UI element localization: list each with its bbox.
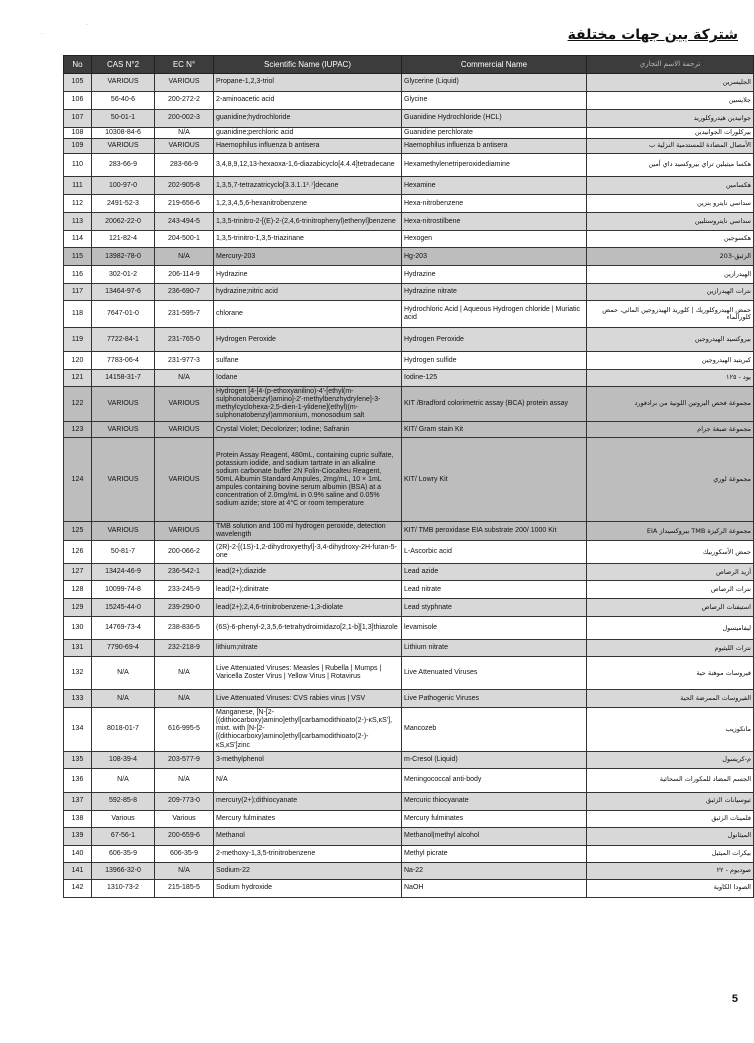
cell-cas: VARIOUS bbox=[92, 74, 155, 92]
cell-cas: 1310-73-2 bbox=[92, 879, 155, 897]
cell-sci: guanidine;perchloric acid bbox=[214, 128, 402, 139]
cell-ar: فيروسات موهنة حية bbox=[587, 657, 754, 690]
cell-sci: Sodium-22 bbox=[214, 862, 402, 879]
cell-no: 129 bbox=[64, 599, 92, 617]
table-row bbox=[64, 284, 754, 301]
header-scientific-name: Scientific Name (IUPAC) bbox=[214, 56, 402, 74]
cell-ec: N/A bbox=[155, 690, 214, 708]
cell-sci: Hydrogen [4-[4-(p-ethoxyanilino)-4'-[ethyl(m-sulphonatobenzyl)amino]-2'-methylbenzhydrylene]-3-methylcyclohexa-2,5-dien-1-ylidene](ethyl)(m-sulphonatobenzyl)ammonium, monosodium salt bbox=[214, 387, 402, 422]
cell-no: 105 bbox=[64, 74, 92, 92]
cell-ec: 202-905-8 bbox=[155, 177, 214, 195]
cell-no: 111 bbox=[64, 177, 92, 195]
cell-ar: الصودا الكاوية bbox=[587, 879, 754, 897]
cell-no: 108 bbox=[64, 128, 92, 139]
table-body bbox=[64, 74, 754, 898]
cell-ar: هكسوجين bbox=[587, 231, 754, 248]
cell-com: Lead styphnate bbox=[402, 599, 587, 617]
cell-com: Hexamine bbox=[402, 177, 587, 195]
cell-ec: 616-995-5 bbox=[155, 708, 214, 751]
cell-sci: guanidine;hydrochloride bbox=[214, 110, 402, 128]
cell-com: Methanol|methyl alcohol bbox=[402, 827, 587, 845]
table-row bbox=[64, 564, 754, 581]
cell-ec: VARIOUS bbox=[155, 438, 214, 522]
cell-ec: N/A bbox=[155, 657, 214, 690]
cell-cas: 7647-01-0 bbox=[92, 301, 155, 328]
cell-com: Hydrazine bbox=[402, 266, 587, 284]
cell-cas: N/A bbox=[92, 690, 155, 708]
cell-sci: Methanol bbox=[214, 827, 402, 845]
cell-no: 141 bbox=[64, 862, 92, 879]
cell-cas: 13424-46-9 bbox=[92, 564, 155, 581]
cell-no: 116 bbox=[64, 266, 92, 284]
cell-no: 132 bbox=[64, 657, 92, 690]
cell-cas: 50-81-7 bbox=[92, 541, 155, 564]
table-row bbox=[64, 387, 754, 422]
cell-cas: 7783-06-4 bbox=[92, 352, 155, 370]
cell-sci: Crystal Violet; Decolorizer; Iodine; Safranin bbox=[214, 422, 402, 438]
cell-cas: 302-01-2 bbox=[92, 266, 155, 284]
cell-ec: 231-765-0 bbox=[155, 328, 214, 352]
cell-com: Guanidine Hydrochloride (HCL) bbox=[402, 110, 587, 128]
cell-ec: 606-35-9 bbox=[155, 845, 214, 862]
cell-no: 131 bbox=[64, 640, 92, 657]
scan-speck: · bbox=[86, 22, 88, 28]
table-row bbox=[64, 879, 754, 897]
cell-ec: 232-218-9 bbox=[155, 640, 214, 657]
cell-ec: 203-577-9 bbox=[155, 751, 214, 768]
page-title: شتركة بين جهات مختلفة bbox=[567, 27, 738, 43]
cell-ar: جوانيدين هيدروكلوريد bbox=[587, 110, 754, 128]
cell-sci: Hydrazine bbox=[214, 266, 402, 284]
table-row bbox=[64, 92, 754, 110]
cell-com: Mercury fulminates bbox=[402, 810, 587, 827]
cell-cas: VARIOUS bbox=[92, 387, 155, 422]
cell-ec: N/A bbox=[155, 370, 214, 387]
cell-com: Mancozeb bbox=[402, 708, 587, 751]
cell-com: Glycerine (Liquid) bbox=[402, 74, 587, 92]
cell-ar: ثيوسيانات الزئبق bbox=[587, 792, 754, 810]
header-ec: EC N° bbox=[155, 56, 214, 74]
cell-cas: 100-97-0 bbox=[92, 177, 155, 195]
cell-sci: hydrazine;nitric acid bbox=[214, 284, 402, 301]
cell-sci: 1,3,5-trinitro-2-[(E)-2-(2,4,6-trinitrophenyl)ethenyl]benzene bbox=[214, 213, 402, 231]
cell-com: Lead nitrate bbox=[402, 581, 587, 599]
cell-sci: Manganese, [N-[2-[(dithiocarboxy)amino]ethyl]carbamodithioato(2-)-κS,κS'], mixt. with [N-[2-[(dithiocarboxy)amino]ethyl]carbamodithioato(2-)-κS,κS']zinc bbox=[214, 708, 402, 751]
cell-cas: 56-40-6 bbox=[92, 92, 155, 110]
cell-ar: الجسم المضاد للمكورات السحائية bbox=[587, 768, 754, 792]
cell-no: 124 bbox=[64, 438, 92, 522]
cell-sci: Protein Assay Reagent, 480mL, containing cupric sulfate, potassium iodide, and sodium tartrate in an alkaline sodium carbonate buffer 2N Folin-Ciocalteu Reagent, 50mL Albumin Standard Ampules, 2mg/mL, 10 × 1mL ampules containing bovine serum albumin (BSA) at a concentration of 2.0mg/mL in 0.9% saline and 0.05% sodium azide; store at 4°C or room temperature bbox=[214, 438, 402, 522]
cell-cas: 50-01-1 bbox=[92, 110, 155, 128]
table-row bbox=[64, 177, 754, 195]
cell-ar: ليفاميسول bbox=[587, 617, 754, 640]
cell-cas: 14158-31-7 bbox=[92, 370, 155, 387]
cell-ar: حمض الهيدروكلوريك | كلوريد الهيدروجين المائي، حمض كلورالماء bbox=[587, 301, 754, 328]
cell-cas: 7722-84-1 bbox=[92, 328, 155, 352]
scan-speck: · bbox=[41, 31, 43, 37]
cell-sci: Hydrogen Peroxide bbox=[214, 328, 402, 352]
table-row bbox=[64, 195, 754, 213]
cell-no: 110 bbox=[64, 154, 92, 177]
cell-ec: 219-656-6 bbox=[155, 195, 214, 213]
cell-ar: نترات الليثيوم bbox=[587, 640, 754, 657]
cell-ec: Various bbox=[155, 810, 214, 827]
cell-com: Iodine-125 bbox=[402, 370, 587, 387]
header-no: No bbox=[64, 56, 92, 74]
cell-no: 128 bbox=[64, 581, 92, 599]
cell-sci: mercury(2+);dithiocyanate bbox=[214, 792, 402, 810]
cell-com: Guanidine perchlorate bbox=[402, 128, 587, 139]
table-row bbox=[64, 657, 754, 690]
cell-sci: 2-methoxy-1,3,5-trinitrobenzene bbox=[214, 845, 402, 862]
cell-com: levamisole bbox=[402, 617, 587, 640]
header-commercial-name: Commercial Name bbox=[402, 56, 587, 74]
cell-no: 112 bbox=[64, 195, 92, 213]
cell-no: 107 bbox=[64, 110, 92, 128]
cell-ec: 243-494-5 bbox=[155, 213, 214, 231]
cell-no: 121 bbox=[64, 370, 92, 387]
cell-ar: كبريتيد الهيدروجين bbox=[587, 352, 754, 370]
table-row bbox=[64, 690, 754, 708]
cell-ec: N/A bbox=[155, 128, 214, 139]
cell-sci: Sodium hydroxide bbox=[214, 879, 402, 897]
cell-no: 114 bbox=[64, 231, 92, 248]
cell-ar: الميثانول bbox=[587, 827, 754, 845]
table-row bbox=[64, 708, 754, 751]
cell-cas: 14769-73-4 bbox=[92, 617, 155, 640]
cell-no: 119 bbox=[64, 328, 92, 352]
cell-com: Hexogen bbox=[402, 231, 587, 248]
cell-com: L-Ascorbic acid bbox=[402, 541, 587, 564]
table-row bbox=[64, 522, 754, 541]
cell-cas: 108-39-4 bbox=[92, 751, 155, 768]
cell-ar: سداسي نايترو بنزين bbox=[587, 195, 754, 213]
cell-ar: مانكوزيب bbox=[587, 708, 754, 751]
cell-cas: 592-85-8 bbox=[92, 792, 155, 810]
cell-ar: نترات الرصاص bbox=[587, 581, 754, 599]
cell-no: 120 bbox=[64, 352, 92, 370]
cell-no: 135 bbox=[64, 751, 92, 768]
cell-cas: 10099-74-8 bbox=[92, 581, 155, 599]
cell-no: 113 bbox=[64, 213, 92, 231]
cell-com: Hg-203 bbox=[402, 248, 587, 266]
cell-sci: (2R)-2-[(1S)-1,2-dihydroxyethyl]-3,4-dihydroxy-2H-furan-5-one bbox=[214, 541, 402, 564]
cell-no: 142 bbox=[64, 879, 92, 897]
cell-ec: 200-659-6 bbox=[155, 827, 214, 845]
table-row bbox=[64, 768, 754, 792]
cell-no: 136 bbox=[64, 768, 92, 792]
cell-ec: 200-272-2 bbox=[155, 92, 214, 110]
cell-ec: VARIOUS bbox=[155, 74, 214, 92]
cell-com: KIT/ TMB peroxidase EIA substrate 200/ 1000 Kit bbox=[402, 522, 587, 541]
cell-no: 125 bbox=[64, 522, 92, 541]
cell-cas: 13982-78-0 bbox=[92, 248, 155, 266]
header-arabic-translation: ترجمة الاسم التجاري bbox=[587, 56, 754, 74]
cell-com: Meningococcal anti-body bbox=[402, 768, 587, 792]
cell-ar: الجليسرين bbox=[587, 74, 754, 92]
cell-ar: سداسي نايتروستلبين bbox=[587, 213, 754, 231]
cell-no: 140 bbox=[64, 845, 92, 862]
cell-ar: مجموعة فحص البروتين اللونية من برادفورد bbox=[587, 387, 754, 422]
table-row bbox=[64, 640, 754, 657]
cell-com: Hexa-nitrostilbene bbox=[402, 213, 587, 231]
cell-sci: Mercury-203 bbox=[214, 248, 402, 266]
cell-ec: VARIOUS bbox=[155, 522, 214, 541]
cell-ar: فلمينات الزئبق bbox=[587, 810, 754, 827]
table-row bbox=[64, 266, 754, 284]
cell-com: Na-22 bbox=[402, 862, 587, 879]
cell-com: KIT /Bradford colorimetric assay (BCA) protein assay bbox=[402, 387, 587, 422]
cell-no: 133 bbox=[64, 690, 92, 708]
cell-sci: Propane-1,2,3-triol bbox=[214, 74, 402, 92]
cell-no: 118 bbox=[64, 301, 92, 328]
cell-ar: نترات الهيدرازين bbox=[587, 284, 754, 301]
cell-sci: 3-methylphenol bbox=[214, 751, 402, 768]
cell-ec: VARIOUS bbox=[155, 139, 214, 154]
cell-cas: 7790-69-4 bbox=[92, 640, 155, 657]
cell-cas: 67-56-1 bbox=[92, 827, 155, 845]
table-row bbox=[64, 231, 754, 248]
cell-com: Hydrochloric Acid | Aqueous Hydrogen chloride | Muriatic acid bbox=[402, 301, 587, 328]
cell-ar: بيكرات الميثيل bbox=[587, 845, 754, 862]
cell-no: 106 bbox=[64, 92, 92, 110]
cell-cas: 283-66-9 bbox=[92, 154, 155, 177]
cell-com: Haemophilus influenza b antisera bbox=[402, 139, 587, 154]
cell-sci: sulfane bbox=[214, 352, 402, 370]
cell-ar: الهيدرازين bbox=[587, 266, 754, 284]
cell-cas: Various bbox=[92, 810, 155, 827]
cell-sci: TMB solution and 100 ml hydrogen peroxide, detection wavelength bbox=[214, 522, 402, 541]
cell-sci: lithium;nitrate bbox=[214, 640, 402, 657]
table-row bbox=[64, 139, 754, 154]
cell-ar: م-كريسول bbox=[587, 751, 754, 768]
cell-ar: مجموعة لوري bbox=[587, 438, 754, 522]
cell-ar: جلايسين bbox=[587, 92, 754, 110]
table-row bbox=[64, 370, 754, 387]
cell-com: m-Cresol (Liquid) bbox=[402, 751, 587, 768]
cell-ec: 200-066-2 bbox=[155, 541, 214, 564]
table-row bbox=[64, 213, 754, 231]
header-cas: CAS N°2 bbox=[92, 56, 155, 74]
cell-sci: lead(2+);dinitrate bbox=[214, 581, 402, 599]
cell-ec: N/A bbox=[155, 862, 214, 879]
cell-com: Methyl picrate bbox=[402, 845, 587, 862]
cell-ar: أزيد الرصاص bbox=[587, 564, 754, 581]
cell-ar: صوديوم - ٢٢ bbox=[587, 862, 754, 879]
cell-sci: Live Attenuated Viruses: Measles | Rubella | Mumps | Varicella Zoster Virus | Yellow Virus | Rotavirus bbox=[214, 657, 402, 690]
cell-cas: 606-35-9 bbox=[92, 845, 155, 862]
cell-com: Live Attenuated Viruses bbox=[402, 657, 587, 690]
chemicals-table bbox=[63, 55, 754, 898]
cell-ec: 236-690-7 bbox=[155, 284, 214, 301]
cell-com: Hydrazine nitrate bbox=[402, 284, 587, 301]
table-row bbox=[64, 422, 754, 438]
cell-sci: 1,2,3,4,5,6-hexanitrobenzene bbox=[214, 195, 402, 213]
cell-ar: هكسامين bbox=[587, 177, 754, 195]
table-row bbox=[64, 810, 754, 827]
cell-cas: VARIOUS bbox=[92, 522, 155, 541]
cell-no: 117 bbox=[64, 284, 92, 301]
cell-cas: 15245-44-0 bbox=[92, 599, 155, 617]
cell-cas: VARIOUS bbox=[92, 422, 155, 438]
cell-ar: الأمصال المضادة للمستدمية النزلية ب bbox=[587, 139, 754, 154]
cell-ar: حمض الأسكوربيك bbox=[587, 541, 754, 564]
cell-no: 109 bbox=[64, 139, 92, 154]
cell-sci: lead(2+);2,4,6-trinitrobenzene-1,3-diolate bbox=[214, 599, 402, 617]
cell-ar: بيركلورات الجوانيدين bbox=[587, 128, 754, 139]
cell-sci: lead(2+);diazide bbox=[214, 564, 402, 581]
cell-no: 134 bbox=[64, 708, 92, 751]
cell-ec: 204-500-1 bbox=[155, 231, 214, 248]
cell-cas: VARIOUS bbox=[92, 139, 155, 154]
cell-no: 123 bbox=[64, 422, 92, 438]
cell-com: Hydrogen sulfide bbox=[402, 352, 587, 370]
table-row bbox=[64, 827, 754, 845]
table-row bbox=[64, 128, 754, 139]
cell-no: 139 bbox=[64, 827, 92, 845]
cell-ar: مجموعة الركيزة TMB بيروكسيداز EIA bbox=[587, 522, 754, 541]
cell-ec: 209-773-0 bbox=[155, 792, 214, 810]
table-row bbox=[64, 110, 754, 128]
cell-no: 138 bbox=[64, 810, 92, 827]
table-row bbox=[64, 328, 754, 352]
table-row bbox=[64, 352, 754, 370]
cell-sci: 2-aminoacetic acid bbox=[214, 92, 402, 110]
cell-sci: Iodane bbox=[214, 370, 402, 387]
table-row bbox=[64, 541, 754, 564]
cell-com: Hydrogen Peroxide bbox=[402, 328, 587, 352]
cell-ec: 239-290-0 bbox=[155, 599, 214, 617]
cell-com: KIT/ Gram stain Kit bbox=[402, 422, 587, 438]
cell-no: 122 bbox=[64, 387, 92, 422]
cell-ec: 206-114-9 bbox=[155, 266, 214, 284]
cell-no: 115 bbox=[64, 248, 92, 266]
cell-sci: Live Attenuated Viruses: CVS rabies virus | VSV bbox=[214, 690, 402, 708]
cell-ar: مجموعة صبغة جرام bbox=[587, 422, 754, 438]
cell-cas: VARIOUS bbox=[92, 438, 155, 522]
cell-cas: 121-82-4 bbox=[92, 231, 155, 248]
cell-cas: 13966-32-0 bbox=[92, 862, 155, 879]
table-row bbox=[64, 301, 754, 328]
cell-com: Lithium nitrate bbox=[402, 640, 587, 657]
cell-sci: 3,4,8,9,12,13-hexaoxa-1,6-diazabicyclo[4.4.4]tetradecane bbox=[214, 154, 402, 177]
cell-cas: 13464-97-6 bbox=[92, 284, 155, 301]
cell-com: Hexamethylenetriperoxidediamine bbox=[402, 154, 587, 177]
cell-com: Lead azide bbox=[402, 564, 587, 581]
table-row bbox=[64, 792, 754, 810]
cell-ec: 233-245-9 bbox=[155, 581, 214, 599]
cell-cas: 10308-84-6 bbox=[92, 128, 155, 139]
cell-ec: VARIOUS bbox=[155, 387, 214, 422]
table-row bbox=[64, 581, 754, 599]
cell-sci: Haemophilus influenza b antisera bbox=[214, 139, 402, 154]
table-row bbox=[64, 154, 754, 177]
cell-cas: 8018-01-7 bbox=[92, 708, 155, 751]
cell-ec: 238-836-5 bbox=[155, 617, 214, 640]
cell-no: 130 bbox=[64, 617, 92, 640]
cell-com: Glycine bbox=[402, 92, 587, 110]
cell-sci: chlorane bbox=[214, 301, 402, 328]
cell-sci: Mercury fulminates bbox=[214, 810, 402, 827]
cell-cas: N/A bbox=[92, 768, 155, 792]
table-row bbox=[64, 862, 754, 879]
cell-com: NaOH bbox=[402, 879, 587, 897]
cell-cas: 20062-22-0 bbox=[92, 213, 155, 231]
table-row bbox=[64, 599, 754, 617]
cell-sci: 1,3,5-trinitro-1,3,5-triazinane bbox=[214, 231, 402, 248]
cell-sci: 1,3,5,7-tetrazatricyclo[3.3.1.1³˒⁷]decane bbox=[214, 177, 402, 195]
table-row bbox=[64, 617, 754, 640]
table-row bbox=[64, 845, 754, 862]
table-row bbox=[64, 751, 754, 768]
cell-ar: هكسا ميثيلين تراي بيروكسيد داي أمين bbox=[587, 154, 754, 177]
cell-com: Live Pathogenic Viruses bbox=[402, 690, 587, 708]
cell-ec: VARIOUS bbox=[155, 422, 214, 438]
cell-ec: 200-002-3 bbox=[155, 110, 214, 128]
cell-com: Mercuric thiocyanate bbox=[402, 792, 587, 810]
cell-ar: الفيروسات الممرضة الحية bbox=[587, 690, 754, 708]
cell-ar: بيروكسيد الهيدروجين bbox=[587, 328, 754, 352]
cell-cas: N/A bbox=[92, 657, 155, 690]
cell-ar: استيفنات الرصاص bbox=[587, 599, 754, 617]
cell-sci: (6S)-6-phenyl-2,3,5,6-tetrahydroimidazo[2,1-b][1,3]thiazole bbox=[214, 617, 402, 640]
table-row bbox=[64, 74, 754, 92]
cell-ec: 231-595-7 bbox=[155, 301, 214, 328]
cell-ec: 231-977-3 bbox=[155, 352, 214, 370]
table-row bbox=[64, 438, 754, 522]
cell-com: KIT/ Lowry Kit bbox=[402, 438, 587, 522]
cell-ar: الزئبق-203 bbox=[587, 248, 754, 266]
cell-no: 127 bbox=[64, 564, 92, 581]
cell-ec: N/A bbox=[155, 248, 214, 266]
table-header-row bbox=[64, 56, 754, 74]
cell-ar: يود - ١٢٥ bbox=[587, 370, 754, 387]
cell-ec: 215-185-5 bbox=[155, 879, 214, 897]
cell-cas: 2491-52-3 bbox=[92, 195, 155, 213]
cell-no: 126 bbox=[64, 541, 92, 564]
cell-sci: N/A bbox=[214, 768, 402, 792]
page-number: 5 bbox=[731, 993, 738, 1005]
cell-ec: N/A bbox=[155, 768, 214, 792]
cell-ec: 236-542-1 bbox=[155, 564, 214, 581]
cell-com: Hexa-nitrobenzene bbox=[402, 195, 587, 213]
table-row bbox=[64, 248, 754, 266]
cell-no: 137 bbox=[64, 792, 92, 810]
cell-ec: 283-66-9 bbox=[155, 154, 214, 177]
